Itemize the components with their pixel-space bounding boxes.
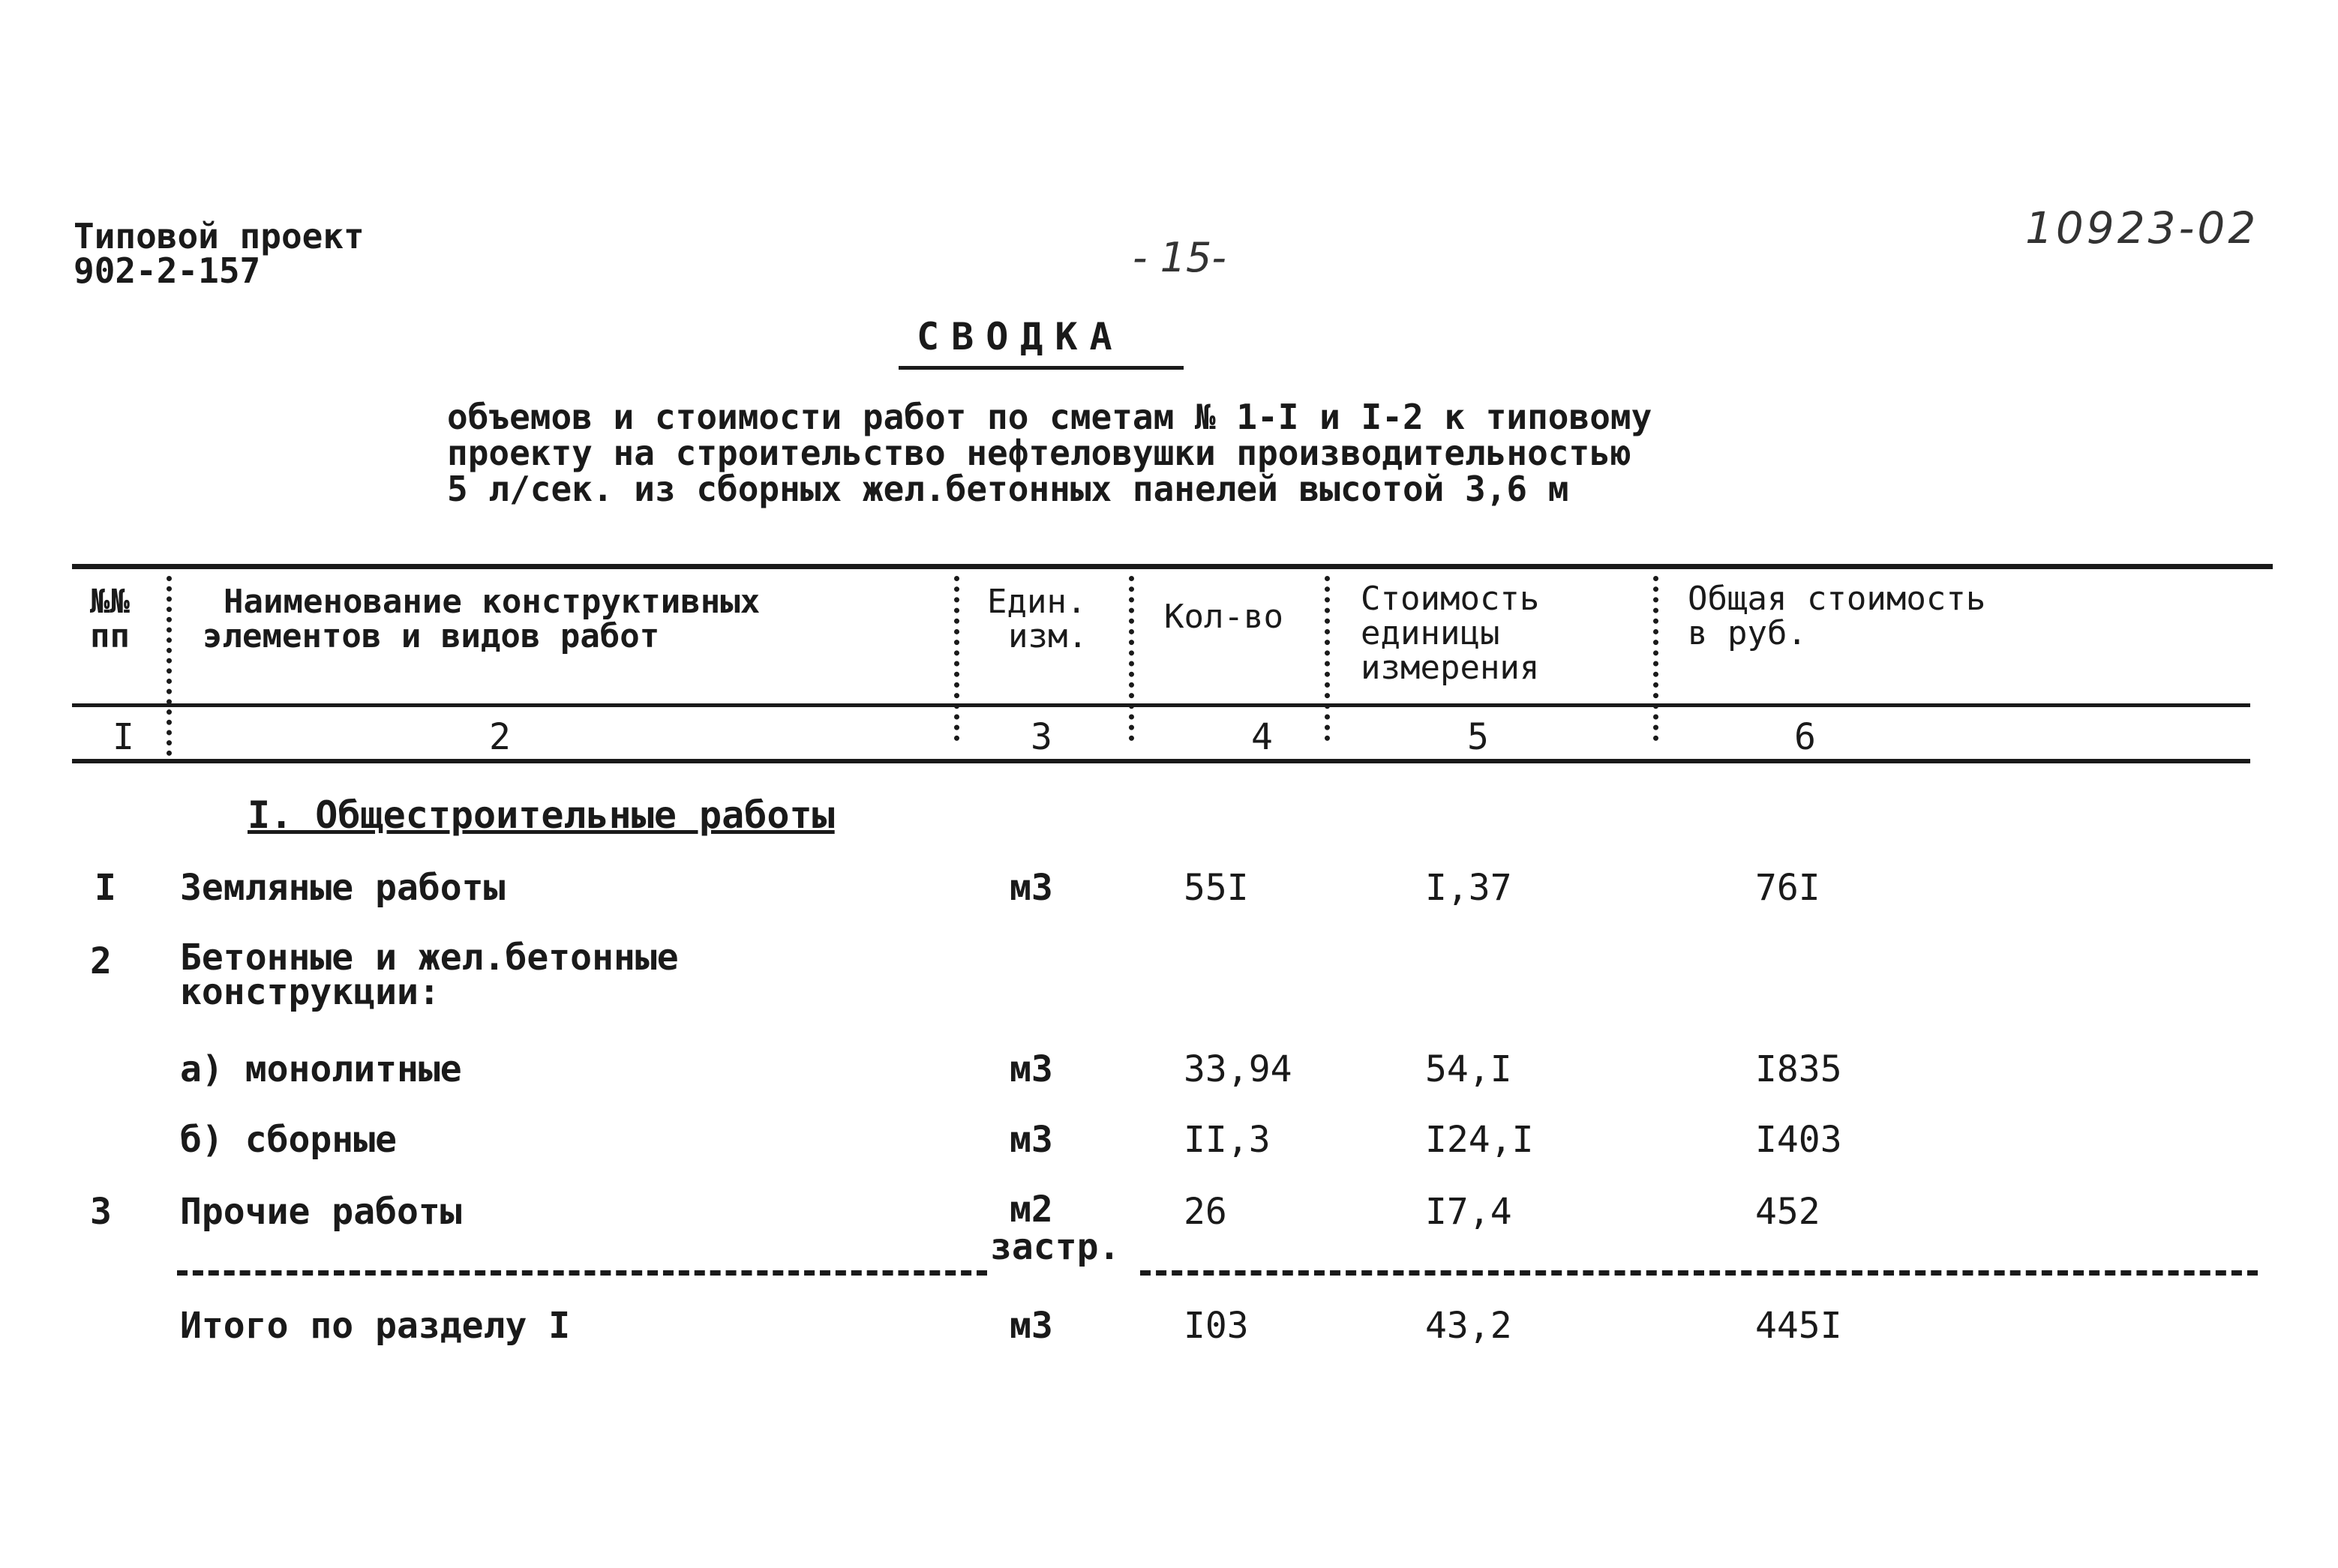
total-unit: м3 [1010, 1305, 1053, 1347]
column-separator [1129, 576, 1134, 741]
column-number-rule [72, 759, 2250, 763]
project-number: 902-2-157 [74, 250, 261, 291]
column-number: 4 [1251, 716, 1273, 758]
subtitle-line-3: 5 л/сек. из сборных жел.бетонных панелей высотой 3,6 м [447, 469, 1569, 509]
header-bottom-rule [72, 703, 2250, 707]
total-quantity: I03 [1184, 1305, 1249, 1347]
table-top-rule [72, 564, 2273, 569]
row-quantity: II,3 [1184, 1119, 1271, 1161]
column-header-unit-cost: Стоимость единицы измерения [1361, 580, 1540, 687]
row-quantity: 33,94 [1184, 1048, 1292, 1090]
document-subtitle [447, 399, 1652, 507]
row-total-cost: I835 [1755, 1048, 1842, 1090]
row-number: I [95, 867, 116, 909]
row-name: б) сборные [180, 1119, 397, 1161]
column-number: 6 [1794, 716, 1816, 758]
row-name: Бетонные и жел.бетонные конструкции: [180, 937, 679, 1013]
document-title: СВОДКА [917, 315, 1124, 358]
column-separator [167, 576, 172, 756]
subtitle-line-2: проекту на строительство нефтеловушки производительностью [447, 433, 1631, 473]
column-header-unit: Един. изм. [987, 583, 1088, 655]
column-header-number: №№ пп [90, 583, 130, 655]
page-number: - 15- [1133, 234, 1226, 281]
row-number: 2 [90, 940, 112, 982]
row-unit: м3 [1010, 867, 1053, 909]
column-number: 2 [489, 716, 511, 758]
title-underline [899, 366, 1184, 370]
project-label: Типовой проект [74, 216, 365, 256]
row-unit: м3 [1010, 1048, 1053, 1090]
row-total-cost: I403 [1755, 1119, 1842, 1161]
column-number: I [113, 716, 134, 758]
total-unit-cost: 43,2 [1425, 1305, 1512, 1347]
section-title: I. Общестроительные работы [248, 793, 835, 837]
row-name: Земляные работы [180, 867, 506, 909]
column-separator [1653, 576, 1658, 741]
total-cost: 445I [1755, 1305, 1842, 1347]
row-unit: м2 застр. [990, 1189, 1121, 1268]
column-number: 5 [1467, 716, 1489, 758]
total-label: Итого по разделу I [180, 1305, 571, 1347]
row-quantity: 26 [1184, 1191, 1227, 1233]
row-name: а) монолитные [180, 1048, 462, 1090]
row-unit-cost: I7,4 [1425, 1191, 1512, 1233]
total-separator [177, 1270, 987, 1276]
column-number: 3 [1031, 716, 1052, 758]
row-unit-cost: I,37 [1425, 867, 1512, 909]
row-total-cost: 76I [1755, 867, 1820, 909]
column-separator [1325, 576, 1330, 741]
total-separator [1140, 1270, 2258, 1276]
subtitle-line-1: объемов и стоимости работ по сметам № 1-I и I-2 к типовому [447, 397, 1652, 437]
row-unit: м3 [1010, 1119, 1053, 1161]
project-header [74, 216, 365, 291]
column-header-quantity: Кол-во [1164, 598, 1283, 636]
column-header-total-cost: Общая стоимость в руб. [1688, 580, 1986, 652]
row-quantity: 55I [1184, 867, 1249, 909]
row-total-cost: 452 [1755, 1191, 1820, 1233]
row-unit-cost: I24,I [1425, 1119, 1534, 1161]
document-code: 10923-02 [2025, 202, 2259, 253]
row-number: 3 [90, 1191, 112, 1233]
column-separator [954, 576, 959, 741]
row-name: Прочие работы [180, 1191, 462, 1233]
row-unit-cost: 54,I [1425, 1048, 1512, 1090]
column-header-name: Наименование конструктивных элементов и видов работ [203, 583, 761, 655]
